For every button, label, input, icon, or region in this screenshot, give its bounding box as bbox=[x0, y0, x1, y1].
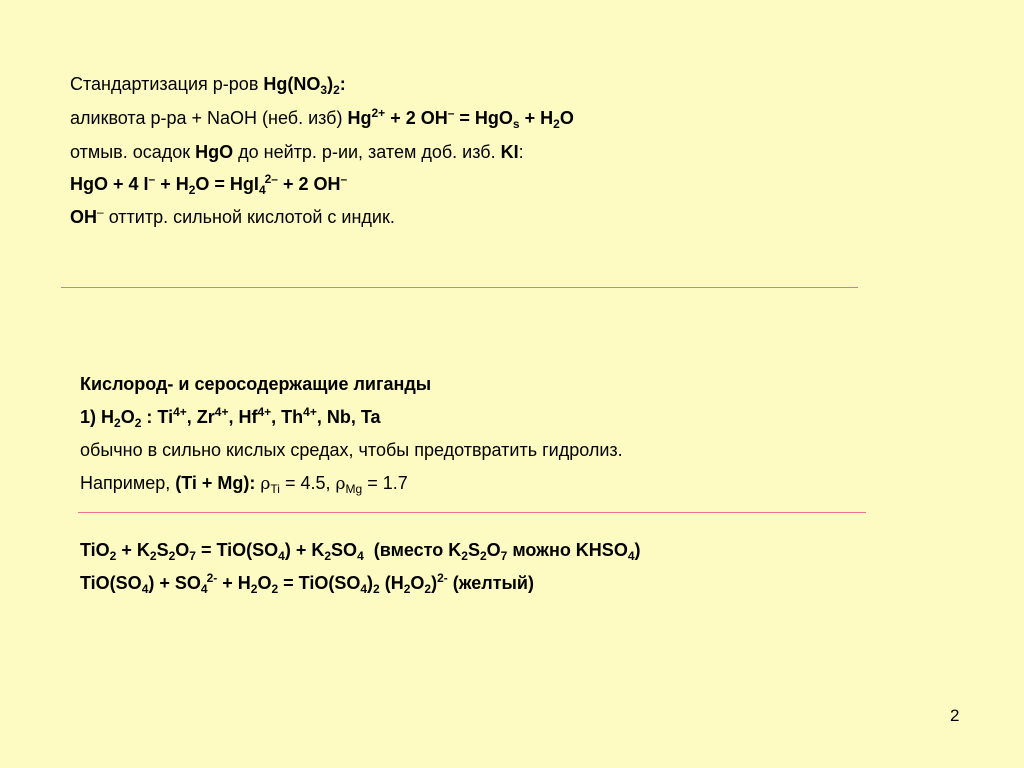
titanium-peroxide-reaction: $TiO(SO_4) + SO_4^{2-} + H_2O_2 = TiO(SO_4)_2$ $(H_2O_2)^{2-}$ (желтый) bbox=[80, 571, 534, 596]
wash-precipitate-text: отмыв. осадок HgO до нейтр. р-ии, затем доб. изб. KI: bbox=[70, 142, 524, 162]
titanium-fusion-reaction: $TiO_2 + K_2S_2O_7 = TiO(SO_4) + K_2SO_4$ (вместо $K_2S_2O_7$ можно $KHSO_4$) bbox=[80, 540, 641, 563]
hgo-iodide-reaction: HgO + 4 $I^- + H_2O = HgI_4^{2-} + 2$ OH– bbox=[70, 172, 348, 197]
aliquot-reaction: аликвота р-ра + NaOH (неб. изб) $Hg^{2+} + 2$ $OH^- = HgO_s + H_2O$ bbox=[70, 106, 574, 131]
standardization-title: Стандартизация р-ров $Hg(NO_3)_2$: bbox=[70, 74, 346, 97]
peroxide-ligand-item: 1) $H_2O_2$ : $Ti^{4+}$, $Zr^{4+}$, $Hf^{4+}$, $Th^{4+}$, Nb, Ta bbox=[80, 405, 381, 430]
divider-1 bbox=[61, 287, 858, 288]
titration-text: OH– оттитр. сильной кислотой с индик. bbox=[70, 205, 395, 227]
hydrolysis-note: обычно в сильно кислых средах, чтобы предотвратить гидролиз. bbox=[80, 440, 623, 460]
page-number: 2 bbox=[950, 706, 960, 725]
example-line: Например, (Ti + Mg): $\rho_{Ti} = 4.5$, $\rho_{Mg} = 1.7$ bbox=[80, 473, 408, 496]
divider-2 bbox=[78, 512, 866, 513]
ligands-heading: Кислород- и серосодержащие лиганды bbox=[80, 374, 432, 394]
